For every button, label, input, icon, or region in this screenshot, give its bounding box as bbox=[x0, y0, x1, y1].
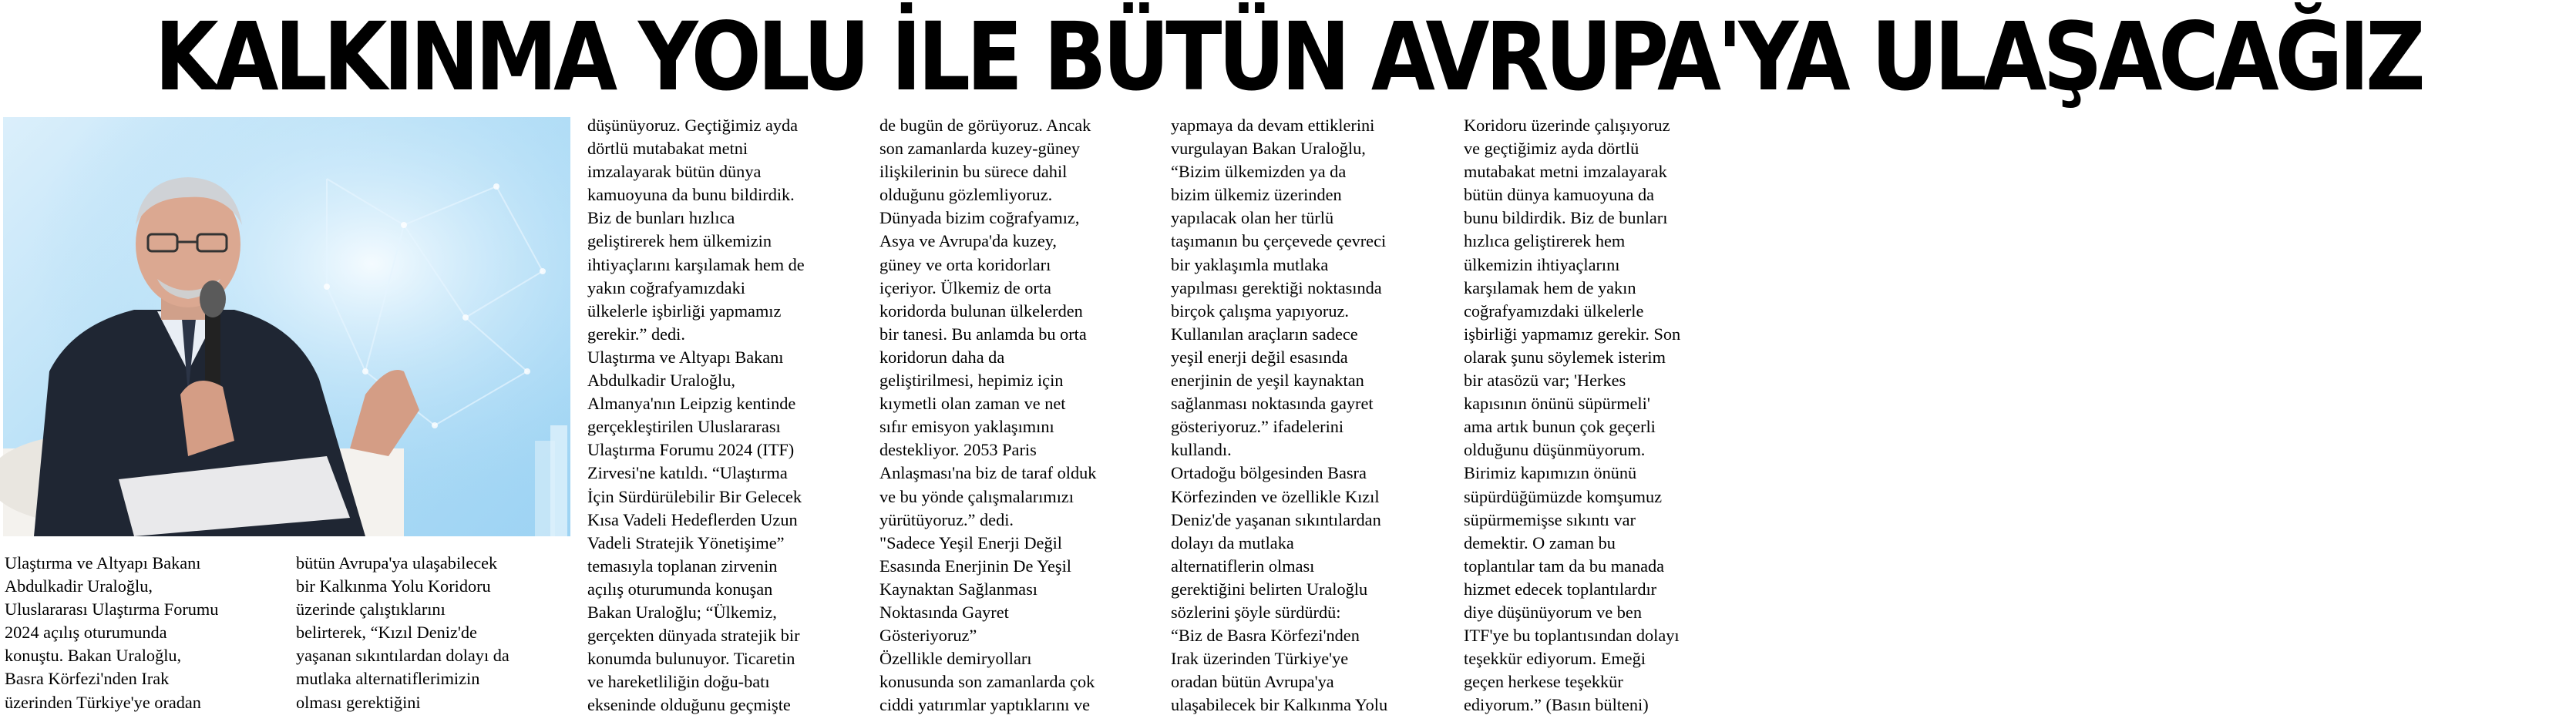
article-photo bbox=[3, 117, 570, 536]
text-line: ama artık bunun çok geçerli bbox=[1464, 417, 1656, 437]
text-line: gerektiğini belirten Uraloğlu bbox=[1171, 579, 1368, 599]
text-line: Kullanılan araçların sadece bbox=[1171, 324, 1358, 344]
text-line: Asya ve Avrupa'da kuzey, bbox=[879, 231, 1058, 251]
text-line: Bakan Uraloğlu; “Ülkemiz, bbox=[587, 602, 777, 622]
text-line: ve geçtiğimiz ayda dörtlü bbox=[1464, 139, 1639, 159]
text-line: "Sadece Yeşil Enerji Değil bbox=[879, 532, 1062, 552]
text-line: temasıyla toplanan zirvenin bbox=[587, 556, 778, 576]
text-line: teşekkür ediyorum. Emeği bbox=[1464, 649, 1646, 669]
headline-block bbox=[0, 0, 2422, 114]
text-line: Abdulkadir Uraloğlu, bbox=[587, 371, 735, 391]
text-line: Esasında Enerjinin De Yeşil bbox=[879, 556, 1071, 576]
text-line: Ulaştırma ve Altyapı Bakanı bbox=[5, 553, 201, 573]
text-line: gösteriyoruz.” ifadelerini bbox=[1171, 417, 1344, 437]
text-line: mutabakat metni imzalayarak bbox=[1464, 162, 1667, 182]
text-line: birçok çalışma yapıyoruz. bbox=[1171, 301, 1349, 321]
text-line: Ulaştırma ve Altyapı Bakanı bbox=[587, 347, 784, 367]
text-line: kıymetli olan zaman ve net bbox=[879, 394, 1066, 414]
text-line: açılış oturumunda konuşan bbox=[587, 579, 773, 599]
text-line: destekliyor. 2053 Paris bbox=[879, 440, 1037, 460]
text-line: geliştirerek hem ülkemizin bbox=[587, 231, 772, 251]
text-line: Zirvesi'ne katıldı. “Ulaştırma bbox=[587, 463, 788, 483]
text-line: bütün dünya kamuoyuna da bbox=[1464, 185, 1655, 205]
text-line: Noktasında Gayret bbox=[879, 602, 1009, 622]
article-column-3 bbox=[587, 114, 849, 719]
minister-speaking-photo-icon bbox=[3, 117, 570, 536]
text-line: süpürdüğümüzde komşumuz bbox=[1464, 486, 1663, 506]
text-line: konuştu. Bakan Uraloğlu, bbox=[5, 646, 182, 666]
text-line: olması gerektiğini bbox=[296, 692, 421, 712]
text-line: Anlaşması'na biz de taraf olduk bbox=[879, 463, 1097, 483]
text-line: gerçekten dünyada stratejik bir bbox=[587, 626, 800, 646]
text-line: bir atasözü var; 'Herkes bbox=[1464, 371, 1626, 391]
text-line: koridorun daha da bbox=[879, 347, 1005, 367]
text-line: bir yaklaşımla mutlaka bbox=[1171, 254, 1329, 274]
text-line: bir tanesi. Bu anlamda bu orta bbox=[879, 324, 1087, 344]
text-line: dörtlü mutabakat metni bbox=[587, 139, 748, 159]
text-line: Almanya'nın Leipzig kentinde bbox=[587, 394, 796, 414]
text-line: ve bu yönde çalışmalarımızı bbox=[879, 486, 1074, 506]
text-line: olarak şunu söylemek isterim bbox=[1464, 347, 1666, 367]
text-line: yakın coğrafyamızdaki bbox=[587, 277, 745, 297]
text-line: Kaynaktan Sağlanması bbox=[879, 579, 1037, 599]
article-column-4 bbox=[879, 114, 1142, 719]
text-line: diye düşünüyorum ve ben bbox=[1464, 602, 1642, 622]
text-line: yeşil enerji değil esasında bbox=[1171, 347, 1348, 367]
text-line: düşünüyoruz. Geçtiğimiz ayda bbox=[587, 116, 799, 135]
text-line: demektir. O zaman bu bbox=[1464, 532, 1616, 552]
text-line: konusunda son zamanlarda çok bbox=[879, 672, 1095, 692]
text-line: de bugün de görüyoruz. Ancak bbox=[879, 116, 1091, 135]
text-line: ciddi yatırımlar yaptıklarını ve bbox=[879, 695, 1091, 715]
text-line: gerçekleştirilen Uluslararası bbox=[587, 417, 781, 437]
text-line: hizmet edecek toplantılardır bbox=[1464, 579, 1657, 599]
text-line: ekseninde olduğunu geçmişte bbox=[587, 695, 791, 715]
text-line: geliştirilmesi, hepimiz için bbox=[879, 371, 1064, 391]
text-line: koridorda bulunan ülkelerden bbox=[879, 301, 1083, 321]
text-line: coğrafyamızdaki ülkelerle bbox=[1464, 301, 1644, 321]
text-line: işbirliği yapmamız gerekir. Son bbox=[1464, 324, 1681, 344]
text-line: mutlaka alternatiflerimizin bbox=[296, 669, 480, 689]
text-line: vurgulayan Bakan Uraloğlu, bbox=[1171, 139, 1366, 159]
text-line: Irak üzerinden Türkiye'ye bbox=[1171, 649, 1349, 669]
text-line: bütün Avrupa'ya ulaşabilecek bbox=[296, 553, 498, 573]
text-line: güney ve orta koridorları bbox=[879, 254, 1051, 274]
text-line: kapısının önünü süpürmeli' bbox=[1464, 394, 1650, 414]
text-line: Biz de bunları hızlıca bbox=[587, 208, 735, 228]
text-line: yapmaya da devam ettiklerini bbox=[1171, 116, 1375, 135]
text-line: ülkemizin ihtiyaçlarını bbox=[1464, 254, 1620, 274]
text-line: Vadeli Stratejik Yönetişime” bbox=[587, 532, 785, 552]
text-line: sözlerini şöyle sürdürdü: bbox=[1171, 602, 1341, 622]
text-line: yapılması gerektiği noktasında bbox=[1171, 277, 1382, 297]
text-line: sağlanması noktasında gayret bbox=[1171, 394, 1374, 414]
text-line: Ortadoğu bölgesinden Basra bbox=[1171, 463, 1367, 483]
text-line: hızlıca geliştirerek hem bbox=[1464, 231, 1626, 251]
text-line: süpürmemişse sıkıntı var bbox=[1464, 509, 1636, 529]
text-line: “Bizim ülkemizden ya da bbox=[1171, 162, 1347, 182]
text-line: sıfır emisyon yaklaşımını bbox=[879, 417, 1054, 437]
article-column-6 bbox=[1464, 114, 1726, 719]
text-line: yaşanan sıkıntılardan dolayı da bbox=[296, 646, 509, 666]
text-line: ve hareketliliğin doğu-batı bbox=[587, 672, 770, 692]
text-line: toplantılar tam da bu manada bbox=[1464, 556, 1665, 576]
text-line: üzerinde çalıştıklarını bbox=[296, 599, 446, 620]
text-line: ediyorum.” (Basın bülteni) bbox=[1464, 695, 1649, 715]
text-line: olduğunu düşünmüyorum. bbox=[1464, 440, 1646, 460]
text-line: bir Kalkınma Yolu Koridoru bbox=[296, 576, 491, 596]
text-line: taşımanın bu çerçevede çevreci bbox=[1171, 231, 1387, 251]
text-line: 2024 açılış oturumunda bbox=[5, 623, 167, 643]
text-line: Basra Körfezi'nden Irak bbox=[5, 669, 170, 689]
text-line: Gösteriyoruz” bbox=[879, 626, 977, 646]
text-line: kamuoyuna da bunu bildirdik. bbox=[587, 185, 795, 205]
article-column-2 bbox=[296, 552, 558, 719]
text-line: ITF'ye bu toplantısından dolayı bbox=[1464, 626, 1680, 646]
text-line: İçin Sürdürülebilir Bir Gelecek bbox=[587, 486, 802, 506]
text-line: üzerinden Türkiye'ye oradan bbox=[5, 692, 201, 712]
text-line: Birimiz kapımızın önünü bbox=[1464, 463, 1637, 483]
text-line: ilişkilerinin bu sürece dahil bbox=[879, 162, 1068, 182]
text-line: geçen herkese teşekkür bbox=[1464, 672, 1623, 692]
headline: KALKINMA YOLU İLE BÜTÜN AVRUPA'YA ULAŞACAĞIZ bbox=[154, 2, 2422, 112]
text-line: Abdulkadir Uraloğlu, bbox=[5, 576, 153, 596]
text-line: alternatiflerin olması bbox=[1171, 556, 1315, 576]
text-line: konumda bulunuyor. Ticaretin bbox=[587, 649, 795, 669]
text-line: enerjinin de yeşil kaynaktan bbox=[1171, 371, 1364, 391]
text-line: dolayı da mutlaka bbox=[1171, 532, 1294, 552]
text-line: içeriyor. Ülkemiz de orta bbox=[879, 277, 1051, 297]
text-line: Dünyada bizim coğrafyamız, bbox=[879, 208, 1080, 228]
text-line: karşılamak hem de yakın bbox=[1464, 277, 1636, 297]
text-line: yapılacak olan her türlü bbox=[1171, 208, 1334, 228]
text-line: “Biz de Basra Körfezi'nden bbox=[1171, 626, 1360, 646]
text-line: yürütüyoruz.” dedi. bbox=[879, 509, 1014, 529]
text-line: ulaşabilecek bir Kalkınma Yolu bbox=[1171, 695, 1388, 715]
text-line: kullandı. bbox=[1171, 440, 1232, 460]
text-line: ihtiyaçlarını karşılamak hem de bbox=[587, 254, 805, 274]
text-line: Kısa Vadeli Hedeflerden Uzun bbox=[587, 509, 798, 529]
text-line: bunu bildirdik. Biz de bunları bbox=[1464, 208, 1668, 228]
article-column-1 bbox=[5, 552, 267, 719]
text-line: ülkelerle işbirliği yapmamız bbox=[587, 301, 782, 321]
text-line: Deniz'de yaşanan sıkıntılardan bbox=[1171, 509, 1381, 529]
text-line: Özellikle demiryolları bbox=[879, 649, 1032, 669]
text-line: imzalayarak bütün dünya bbox=[587, 162, 762, 182]
article-column-5 bbox=[1171, 114, 1433, 719]
text-line: son zamanlarda kuzey-güney bbox=[879, 139, 1081, 159]
text-line: Uluslararası Ulaştırma Forumu bbox=[5, 599, 219, 620]
text-line: Koridoru üzerinde çalışıyoruz bbox=[1464, 116, 1670, 135]
text-line: Ulaştırma Forumu 2024 (ITF) bbox=[587, 440, 795, 460]
text-line: olduğunu gözlemliyoruz. bbox=[879, 185, 1053, 205]
text-line: oradan bütün Avrupa'ya bbox=[1171, 672, 1334, 692]
text-line: gerekir.” dedi. bbox=[587, 324, 685, 344]
text-line: Körfezinden ve özellikle Kızıl bbox=[1171, 486, 1380, 506]
text-line: bizim ülkemiz üzerinden bbox=[1171, 185, 1342, 205]
text-line: belirterek, “Kızıl Deniz'de bbox=[296, 623, 477, 643]
